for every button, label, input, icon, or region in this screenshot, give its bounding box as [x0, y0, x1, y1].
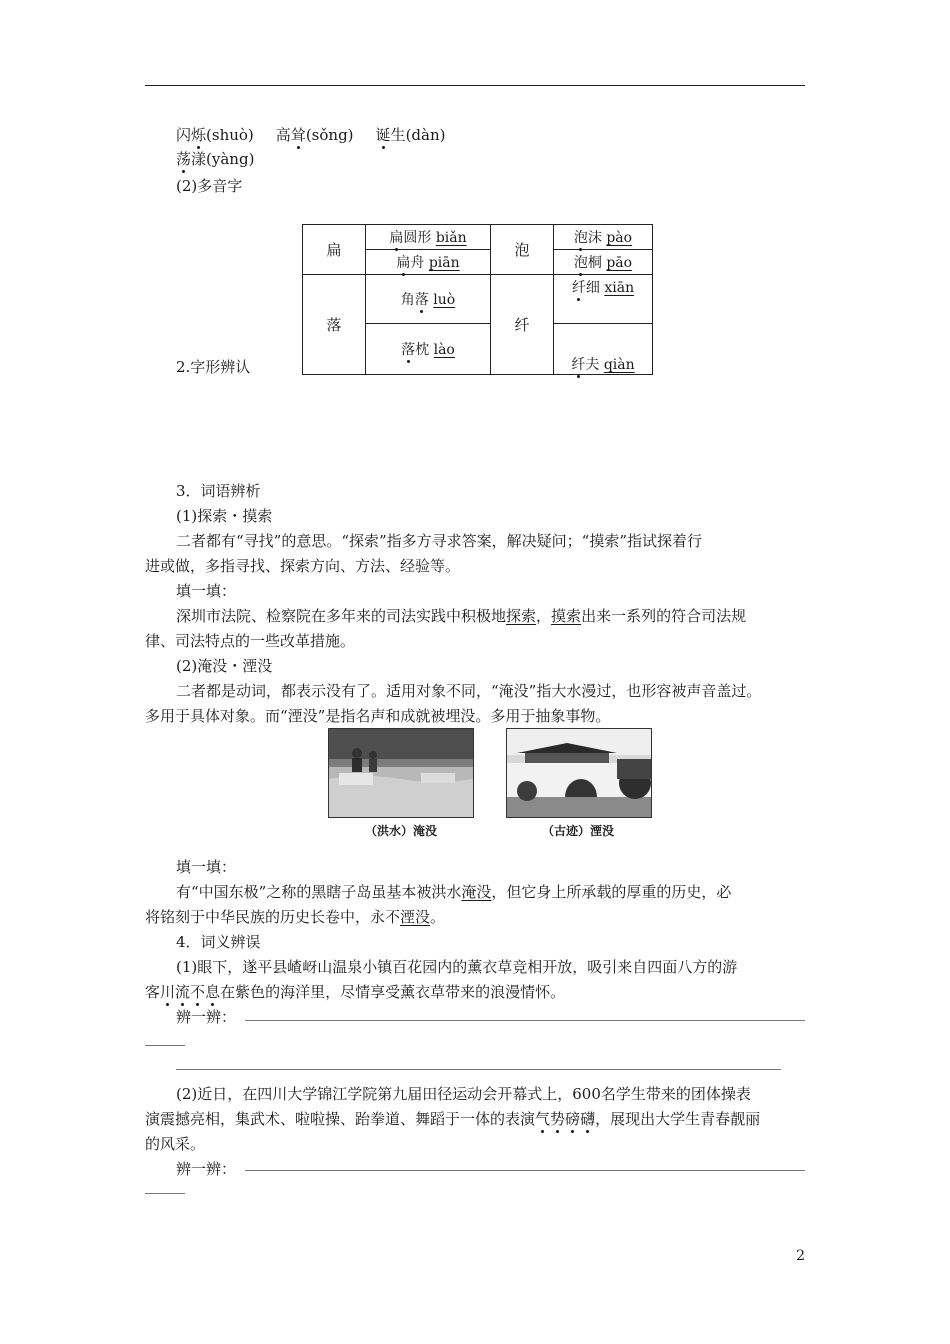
poly-item: 纤细 xiān: [554, 275, 653, 324]
sub1-fill-1: 深圳市法院、检察院在多年来的司法实践中积极地探索，摸索出来一系列的符合司法规: [176, 607, 747, 625]
q2-answer-line-1[interactable]: [245, 1170, 805, 1171]
poly-item: 角落 luò: [366, 275, 491, 324]
pron-item-4: 荡漾(yàng): [176, 150, 255, 168]
sub2-fill-2: 将铭刻于中华民族的历史长卷中，永不湮没。: [145, 908, 446, 926]
poly-item: 纤夫 qiàn: [554, 324, 653, 375]
q2-answer-line-2[interactable]: [145, 1193, 185, 1194]
q2-line-2: 演震撼亮相，集武术、啦啦操、跆拳道、舞蹈于一体的表演气势磅礴，展现出大学生青春靓丽: [145, 1110, 761, 1128]
poly-item: 扁圆形 biǎn: [366, 225, 491, 250]
section4-heading: 4．词义辨误: [176, 933, 261, 951]
q2-line-1: (2)近日，在四川大学锦江学院第九届田径运动会开幕式上，600名学生带来的团体操表: [176, 1085, 751, 1103]
answer-tansuo: 探索: [506, 607, 537, 625]
sub1-fill-2: 律、司法特点的一些改革措施。: [145, 632, 356, 650]
polyphone-heading: (2)多音字: [176, 177, 243, 195]
poly-item: 扁舟 piān: [366, 250, 491, 275]
illustration-pair: [328, 728, 652, 838]
flood-photo: [328, 728, 474, 818]
pronunciation-line-1: [176, 124, 445, 146]
sub2-fill-label: 填一填：: [176, 858, 237, 876]
poly-char: 泡: [491, 225, 554, 275]
section2-heading: 2.字形辨认: [176, 358, 251, 376]
answer-mosuo: 摸索: [551, 607, 582, 625]
sub1-explain-1: 二者都有“寻找”的意思。“探索”指多方寻求答案，解决疑问；“摸索”指试探着行: [176, 532, 703, 550]
ancient-site-photo: [506, 728, 652, 818]
sub1-explain-2: 进或做，多指寻找、探索方向、方法、经验等。: [145, 557, 461, 575]
q1-judge-label: 辨一辨：: [176, 1008, 237, 1026]
poly-char: 纤: [491, 275, 554, 375]
poly-item: 泡沫 pào: [554, 225, 653, 250]
q1-line-2: 客川流不息在紫色的海洋里，尽情享受薰衣草带来的浪漫情怀。: [145, 983, 566, 1001]
poly-word-rest: 圆形: [403, 230, 432, 246]
poly-item: 落枕 lào: [366, 324, 491, 375]
page-number: 2: [796, 1248, 805, 1264]
poly-char: 落: [303, 275, 366, 375]
sub2-explain-2: 多用于具体对象。而“湮没”是指名声和成就被埋没。多用于抽象事物。: [145, 707, 611, 725]
polyphone-table: [302, 224, 653, 375]
caption-flood: （洪水）淹没: [364, 824, 437, 838]
q2-line-3: 的风采。: [145, 1135, 206, 1153]
sub2-explain-1: 二者都是动词，都表示没有了。适用对象不同，“淹没”指大水漫过，也形容被声音盖过。: [176, 682, 762, 700]
q2-judge-label: 辨一辨：: [176, 1160, 237, 1178]
answer-yanmo: 淹没: [461, 883, 492, 901]
sub2-title: (2)淹没・湮没: [176, 657, 273, 675]
sub2-fill-1: 有“中国东极”之称的黑瞎子岛虽基本被洪水淹没，但它身上所承载的厚重的历史，必: [176, 883, 732, 901]
pronunciation-line-2: [176, 148, 254, 170]
q1-answer-line-1[interactable]: [245, 1020, 805, 1021]
q1-answer-line-3[interactable]: [176, 1069, 781, 1070]
pron-item-1: 闪烁(shuò): [176, 126, 254, 144]
pron-item-2: 高耸(sǒng): [275, 126, 354, 144]
q1-line-1: (1)眼下，遂平县嵖岈山温泉小镇百花园内的薰衣草竞相开放，吸引来自四面八方的游: [176, 958, 738, 976]
poly-char: 扁: [303, 225, 366, 275]
q1-answer-line-2[interactable]: [145, 1045, 185, 1046]
answer-yinmo: 湮没: [400, 908, 431, 926]
poly-item: 泡桐 pāo: [554, 250, 653, 275]
pron-item-3: 诞生(dàn): [375, 126, 446, 144]
section3-heading: 3．词语辨析: [176, 482, 261, 500]
caption-ancient: （古迹）湮没: [541, 824, 614, 838]
header-rule: [145, 85, 805, 86]
sub1-fill-label: 填一填：: [176, 582, 237, 600]
sub1-title: (1)探索・摸索: [176, 507, 273, 525]
